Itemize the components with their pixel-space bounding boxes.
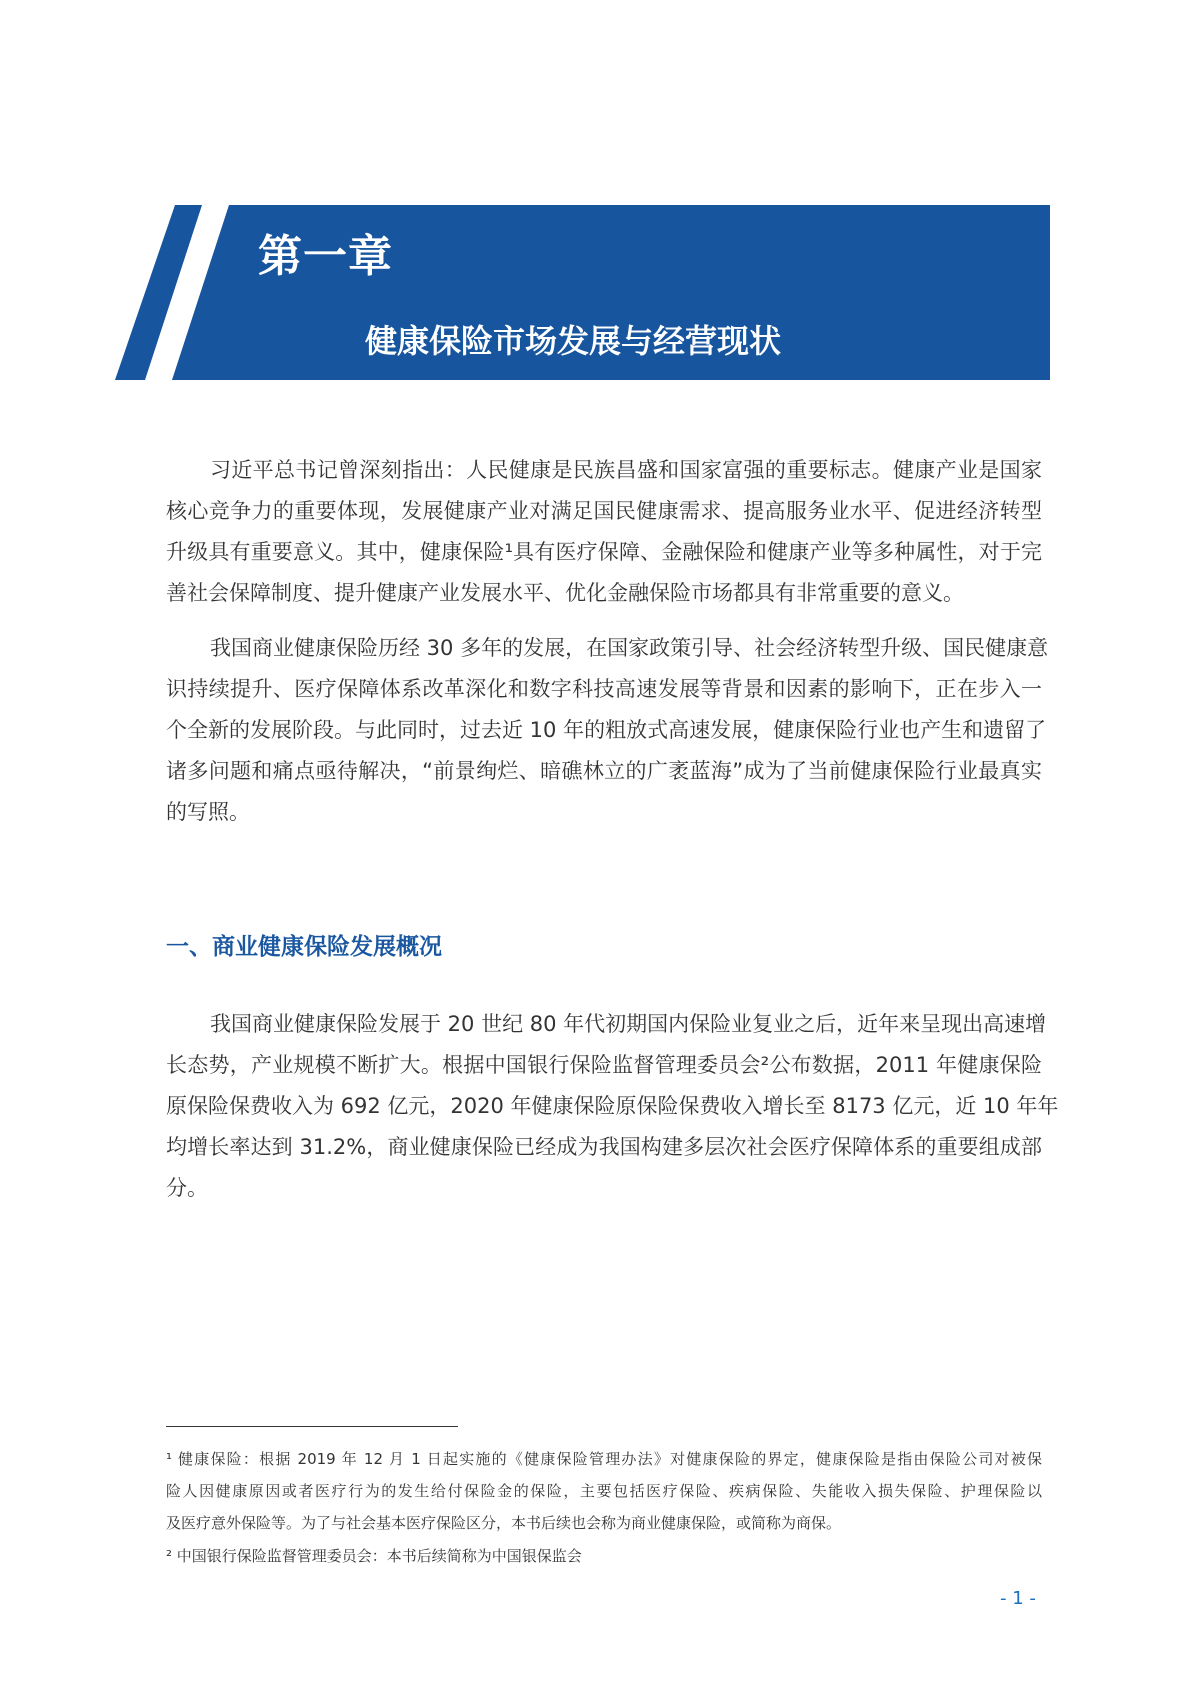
text-line: 诸多问题和痛点亟待解决，“前景绚烂、暗礁林立的广袤蓝海”成为了当前健康保险行业最真实	[166, 759, 1042, 783]
text-line: 识持续提升、医疗保障体系改革深化和数字科技高速发展等背景和因素的影响下，正在步入一	[166, 677, 1042, 701]
paragraph-3	[166, 1004, 1059, 1209]
footnote-line: 及医疗意外保险等。为了与社会基本医疗保险区分，本书后续也会称为商业健康保险，或简称为商保。	[166, 1514, 842, 1532]
footnote-divider	[166, 1426, 458, 1427]
text-line: 原保险保费收入为 692 亿元，2020 年健康保险原保险保费收入增长至 8173 亿元，近 10 年年	[166, 1094, 1059, 1118]
text-line: 的写照。	[166, 800, 250, 824]
text-line: 习近平总书记曾深刻指出：人民健康是民族昌盛和国家富强的重要标志。健康产业是国家	[210, 458, 1042, 482]
footnote-line: 险人因健康原因或者医疗行为的发生给付保险金的保险，主要包括医疗保险、疾病保险、失能收入损失保险、护理保险以	[166, 1482, 1042, 1500]
text-line: 我国商业健康保险历经 30 多年的发展，在国家政策引导、社会经济转型升级、国民健康意	[210, 636, 1049, 660]
footnote-line: ² 中国银行保险监督管理委员会：本书后续简称为中国银保监会	[166, 1547, 582, 1565]
paragraph-2	[166, 628, 1049, 833]
chapter-title: 健康保险市场发展与经营现状	[365, 322, 782, 360]
text-line: 分。	[166, 1176, 208, 1200]
section-heading: 一、商业健康保险发展概况	[166, 934, 442, 960]
footnote-line: ¹ 健康保险：根据 2019 年 12 月 1 日起实施的《健康保险管理办法》对健康保险的界定，健康保险是指由保险公司对被保	[166, 1450, 1042, 1468]
paragraph-1	[166, 450, 1042, 614]
text-line: 善社会保障制度、提升健康产业发展水平、优化金融保险市场都具有非常重要的意义。	[166, 581, 964, 605]
text-line: 核心竞争力的重要体现，发展健康产业对满足国民健康需求、提高服务业水平、促进经济转型	[166, 499, 1042, 523]
footnote-1	[166, 1443, 1042, 1539]
footnote-2	[166, 1540, 1042, 1572]
text-line: 升级具有重要意义。其中，健康保险¹具有医疗保障、金融保险和健康产业等多种属性，对于完	[166, 540, 1042, 564]
text-line: 均增长率达到 31.2%，商业健康保险已经成为我国构建多层次社会医疗保障体系的重要组成部	[166, 1135, 1042, 1159]
text-line: 我国商业健康保险发展于 20 世纪 80 年代初期国内保险业复业之后，近年来呈现出高速增	[210, 1012, 1047, 1036]
text-line: 个全新的发展阶段。与此同时，过去近 10 年的粗放式高速发展，健康保险行业也产生和遗留了	[166, 718, 1047, 742]
page-number: - 1 -	[1000, 1588, 1036, 1609]
chapter-number: 第一章	[258, 231, 393, 282]
text-line: 长态势，产业规模不断扩大。根据中国银行保险监督管理委员会²公布数据，2011 年健康保险	[166, 1053, 1042, 1077]
